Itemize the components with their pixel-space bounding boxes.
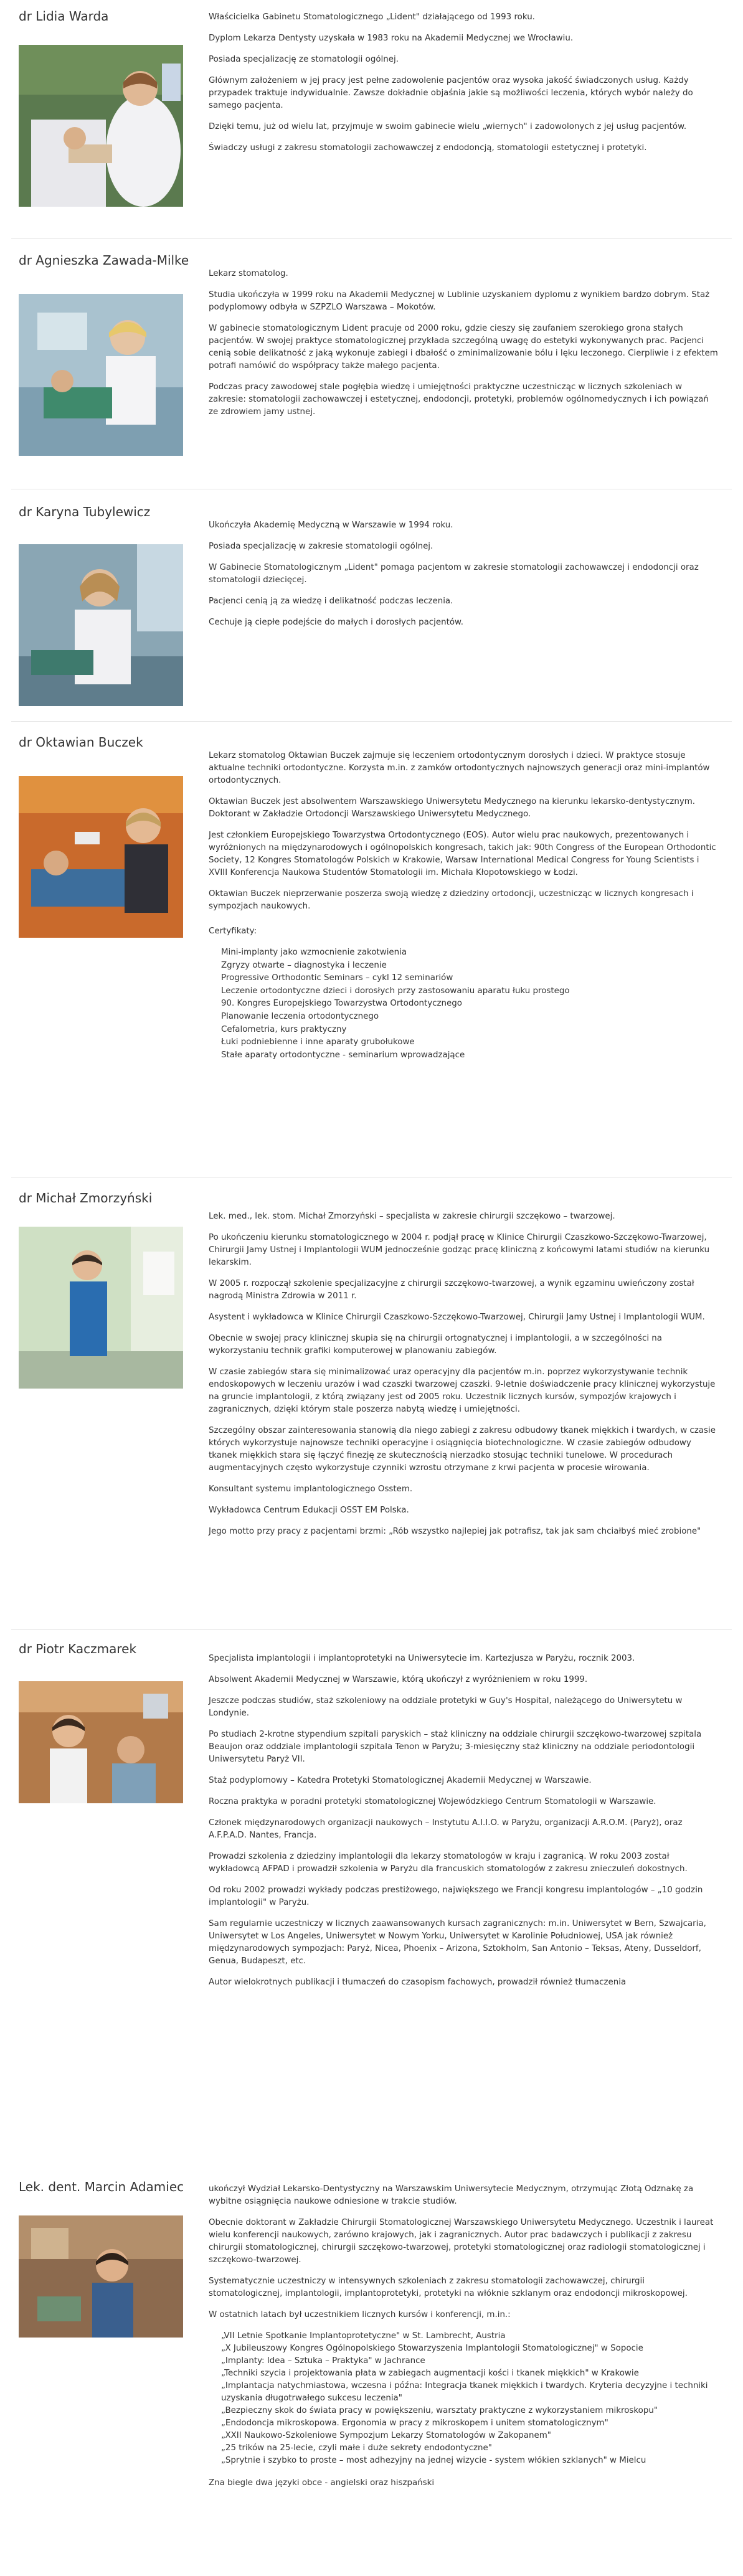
- photo-surgeon-in-clinic-icon: [19, 1227, 183, 1389]
- bio-paragraph: Członek międzynarodowych organizacji naukowych – Instytutu A.I.I.O. w Paryżu, organizacji A.R.O.M. (Paryż), oraz A.F.P.A.D. Nantes, Francja.: [209, 1818, 683, 1840]
- certificate-item: Planowanie leczenia ortodontycznego: [221, 1011, 379, 1021]
- bio-paragraph: W ostatnich latach był uczestnikiem licznych kursów i konferencji, m.in.:: [209, 2310, 511, 2319]
- doctor-bio: [209, 1210, 719, 1547]
- bio-paragraph: Systematycznie uczestniczy w intensywnych szkoleniach z zakresu stomatologii zachowawczej, chirurgii stomatologicznej, implantologii, implantoprotetyki, protetyki na włóknie szklanym oraz endodoncji mikroskopowej.: [209, 2276, 688, 2298]
- conference-item: „Implantacja natychmiastowa, wczesna i późna: Integracja tkanek miękkich i twardych. Kryteria decyzyjne i techniki uzyskania długotrwałego sukcesu leczenia": [221, 2381, 708, 2403]
- bio-paragraph: ukończył Wydział Lekarsko-Dentystyczny na Warszawskim Uniwersytecie Medycznym, otrzymując Złotą Odznakę za wybitne osiągnięcia naukowe odniesione w trakcie studiów.: [209, 2184, 694, 2206]
- doctor-name: dr Lidia Warda: [19, 9, 109, 24]
- certificates-title: Certyfikaty:: [209, 927, 257, 936]
- certificate-item: Łuki podniebienne i inne aparaty grubołukowe: [221, 1037, 415, 1047]
- bio-paragraph: Dyplom Lekarza Dentysty uzyskała w 1983 roku na Akademii Medycznej we Wrocławiu.: [209, 34, 574, 43]
- photo-dentist-treating-patient-icon: [19, 544, 183, 706]
- conference-item: „Sprytnie i szybko to proste – most adhezyjny na jednej wizycie - system włókien szklanych" w Mielcu: [221, 2456, 646, 2465]
- doctor-name: dr Agnieszka Zawada-Milke: [19, 253, 189, 268]
- certificate-item: Progressive Orthodontic Seminars – cykl 12 seminariów: [221, 973, 453, 983]
- bio-paragraph: Jego motto przy pracy z pacjentami brzmi: „Rób wszystko najlepiej jak potrafisz, tak jak sam chciałbyś mieć zrobione": [209, 1527, 701, 1536]
- certificates-list: [209, 946, 719, 1062]
- doctor-name: dr Oktawian Buczek: [19, 735, 143, 750]
- photo-dentist-treating-patient-image: [19, 544, 183, 706]
- bio-paragraph: Absolwent Akademii Medycznej w Warszawie, którą ukończył z wyróżnieniem w roku 1999.: [209, 1675, 588, 1684]
- bio-paragraph: Świadczy usługi z zakresu stomatologii zachowawczej z endodoncją, stomatologii estetycznej i protetyki.: [209, 143, 647, 153]
- photo-surgeon-in-clinic-image: [19, 1227, 183, 1389]
- photo-dentist-with-patient-image: [19, 294, 183, 456]
- conference-item: „Implanty: Idea – Sztuka – Praktyka" w Jachrance: [221, 2356, 425, 2366]
- doctor-bio: [209, 519, 719, 638]
- section-divider: [11, 238, 732, 239]
- conference-item: „Techniki szycia i projektowania płata w zabiegach augmentacji kości i tkanek miękkich" w Krakowie: [221, 2369, 639, 2378]
- bio-paragraph: Wykładowca Centrum Edukacji OSST EM Polska.: [209, 1506, 409, 1515]
- bio-paragraph: Właścicielka Gabinetu Stomatologicznego „Lident" działającego od 1993 roku.: [209, 12, 535, 22]
- bio-paragraph: Lekarz stomatolog Oktawian Buczek zajmuje się leczeniem ortodontycznym dorosłych i dzieci. W praktyce stosuje aktualne techniki ortodontyczne. Korzysta m.in. z zamków ortodontycznych najnowszych generacji oraz mini-implantów ortodontycznych.: [209, 751, 710, 785]
- bio-paragraph: Oktawian Buczek jest absolwentem Warszawskiego Uniwersytetu Medycznego na kierunku lekarsko-dentystycznym. Doktorant w Zakładzie Ortodoncji Warszawskiego Uniwersytetu Medycznego.: [209, 797, 696, 819]
- bio-paragraph: Od roku 2002 prowadzi wykłady podczas prestiżowego, największego we Francji kongresu implantologów – „10 godzin implantologii" w Paryżu.: [209, 1885, 703, 1907]
- conferences-list: [209, 2330, 719, 2467]
- doctor-bio: [209, 750, 719, 1062]
- bio-paragraph: Podczas pracy zawodowej stale pogłębia wiedzę i umiejętności praktyczne uczestnicząc w licznych szkoleniach w zakresie: stomatologii zachowawczej i estetycznej, endodoncji, protetyki, problemów ogólnomedycznych i ich powiązań ze zdrowiem jamy ustnej.: [209, 382, 709, 417]
- bio-paragraph: Jest członkiem Europejskiego Towarzystwa Ortodontycznego (EOS). Autor wielu prac naukowych, prezentowanych i wyróżnionych na międzynarodowych i ogólnopolskich kongresach, takich jak: 90th Congress of the European Orthodontic Society, 12 Kongres Stomatologów Polskich w Krakowie, Warsaw International Medical Congress for Young Scientists i XVIII Konferencja Naukowa Studentów Stomatologii im. Michała Kłopotowskiego w Łodzi.: [209, 831, 716, 877]
- bio-paragraph: Autor wielokrotnych publikacji i tłumaczeń do czasopism fachowych, prowadził również tłumaczenia: [209, 1978, 627, 1987]
- photo-dentist-at-chair-icon: [19, 45, 183, 207]
- bio-paragraph: Lekarz stomatolog.: [209, 269, 288, 278]
- bio-paragraph: Głównym założeniem w jej pracy jest pełne zadowolenie pacjentów oraz wysoka jakość świadczonych usług. Każdy przypadek traktuje indywidualnie. Zawsze dokładnie objaśnia jakie są możliwości leczenia, których wybór należy do samego pacjenta.: [209, 76, 693, 110]
- certificate-item: Cefalometria, kurs praktyczny: [221, 1024, 347, 1034]
- doctor-name: dr Michał Zmorzyński: [19, 1191, 153, 1205]
- photo-dentist-posing-with-patient-icon: [19, 1681, 183, 1803]
- conference-item: „VII Letnie Spotkanie Implantoprotetyczne" w St. Lambrecht, Austria: [221, 2331, 506, 2341]
- photo-orthodontist-treating-patient-image: [19, 776, 183, 938]
- bio-paragraph: Obecnie w swojej pracy klinicznej skupia się na chirurgii ortognatycznej i implantologii, a w szczególności na wykorzystaniu technik grafiki komputerowej w planowaniu zabiegów.: [209, 1334, 662, 1356]
- doctor-name: dr Piotr Kaczmarek: [19, 1641, 137, 1656]
- photo-dentist-portrait-image: [19, 2215, 183, 2338]
- bio-paragraph: Dzięki temu, już od wielu lat, przyjmuje w swoim gabinecie wielu „wiernych" i zadowolonych z jej usług pacjentów.: [209, 122, 687, 131]
- bio-paragraph: Po ukończeniu kierunku stomatologicznego w 2004 r. podjął pracę w Klinice Chirurgii Czaszkowo-Szczękowo-Twarzowej, Chirurgii Jamy Ustnej i Implantologii WUM jednocześnie godząc pracę kliniczną z końcowymi latami studiów na kierunku lekarskim.: [209, 1233, 710, 1267]
- bio-paragraph: Po studiach 2-krotne stypendium szpitali paryskich – staż kliniczny na oddziale chirurgii szczękowo-twarzowej szpitala Beaujon oraz oddziale implantologii szpitala Tenon w Paryżu; 3-miesięczny staż kliniczny na oddziale periodontologii Uniwersytetu Paryż VII.: [209, 1730, 702, 1764]
- certificate-item: 90. Kongres Europejskiego Towarzystwa Ortodontycznego: [221, 999, 462, 1009]
- bio-paragraph: Posiada specjalizację w zakresie stomatologii ogólnej.: [209, 542, 433, 551]
- conference-item: „Bezpieczny skok do świata pracy w powiększeniu, warsztaty praktyczne z wykorzystaniem mikroskopu": [221, 2406, 658, 2415]
- certificate-item: Zgryzy otwarte – diagnostyka i leczenie: [221, 960, 387, 970]
- bio-paragraph: Oktawian Buczek nieprzerwanie poszerza swoją wiedzę z dziedziny ortodoncji, uczestnicząc w licznych kongresach i sympozjach naukowych.: [209, 889, 694, 911]
- bio-paragraph: W Gabinecie Stomatologicznym „Lident" pomaga pacjentom w zakresie stomatologii zachowawczej i endodoncji oraz stomatologii dziecięcej.: [209, 563, 699, 585]
- bio-paragraph: Szczególny obszar zainteresowania stanowią dla niego zabiegi z zakresu odbudowy tkanek miękkich i twardych, w czasie których wykorzystuje najnowsze techniki operacyjne i osiągnięcia biotechnologiczne. W czasie zabiegów odbudowy tkanek miękkich stara się łączyć finezję ze skutecznością nierzadko stosując techniki tunelowe. W procedurach augmentacyjnych często wykorzystuje czynniki wzrostu otrzymane z krwi pacjenta w procesie wirowania.: [209, 1426, 716, 1473]
- doctor-bio: [209, 2183, 719, 2498]
- photo-dentist-with-patient-icon: [19, 294, 183, 456]
- bio-paragraph: Cechuje ją ciepłe podejście do małych i dorosłych pacjentów.: [209, 618, 464, 627]
- photo-dentist-portrait-icon: [19, 2215, 183, 2338]
- section-divider: [11, 721, 732, 722]
- bio-paragraph: Staż podyplomowy – Katedra Protetyki Stomatologicznej Akademii Medycznej w Warszawie.: [209, 1776, 592, 1785]
- photo-dentist-at-chair-image: [19, 45, 183, 207]
- bio-paragraph: Prowadzi szkolenia z dziedziny implantologii dla lekarzy stomatologów w kraju i zagranicą. W roku 2003 został wykładowcą AFPAD i prowadził szkolenia w Paryżu dla francuskich stomatologów z zakresu znieczuleń dokostnych.: [209, 1852, 688, 1874]
- bio-paragraph: Lek. med., lek. stom. Michał Zmorzyński – specjalista w zakresie chirurgii szczękowo – twarzowej.: [209, 1212, 615, 1221]
- bio-paragraph: W 2005 r. rozpoczął szkolenie specjalizacyjne z chirurgii szczękowo-twarzowej, a wynik egzaminu uwieńczony został nagrodą Ministra Zdrowia w 2011 r.: [209, 1279, 694, 1301]
- bio-paragraph: Ukończyła Akademię Medyczną w Warszawie w 1994 roku.: [209, 521, 453, 530]
- photo-dentist-posing-with-patient-image: [19, 1681, 183, 1803]
- conference-item: „X Jubileuszowy Kongres Ogólnopolskiego Stowarzyszenia Implantologii Stomatologicznej" w Sopocie: [221, 2344, 643, 2353]
- bio-paragraph: Konsultant systemu implantologicznego Osstem.: [209, 1484, 413, 1494]
- certificate-item: Leczenie ortodontyczne dzieci i dorosłych przy zastosowaniu aparatu łuku prostego: [221, 986, 570, 996]
- conference-item: „25 trików na 25-lecie, czyli małe i duże sekrety endodontyczne": [221, 2443, 492, 2453]
- bio-paragraph: Studia ukończyła w 1999 roku na Akademii Medycznej w Lublinie uzyskaniem dyplomu z wynikiem bardzo dobrym. Staż podyplomowy odbyła w SZPZLO Warszawa – Mokotów.: [209, 290, 710, 312]
- photo-orthodontist-treating-patient-icon: [19, 776, 183, 938]
- section-divider: [11, 1629, 732, 1630]
- bio-paragraph: Specjalista implantologii i implantoprotetyki na Uniwersytecie im. Kartezjusza w Paryżu, rocznik 2003.: [209, 1654, 635, 1663]
- doctor-name: Lek. dent. Marcin Adamiec: [19, 2179, 184, 2194]
- doctor-bio: [209, 268, 719, 427]
- doctor-name: dr Karyna Tubylewicz: [19, 504, 151, 519]
- certificate-item: Stałe aparaty ortodontyczne - seminarium wprowadzające: [221, 1050, 465, 1060]
- bio-paragraph: W czasie zabiegów stara się minimalizować uraz operacyjny dla pacjentów m.in. poprzez wykorzystywanie technik endoskopowych w leczeniu urazów i wad czaszki twarzowej czaszki. 9-letnie doświadczenie pracy klinicznej wykorzystuje na gruncie implantologii, z którą związany jest od 2005 roku. Uczestnik licznych kursów, sympozjów krajowych i zagranicznych, dzięki którym stale poszerza nabytą wiedzę i umiejętności.: [209, 1367, 716, 1414]
- bio-paragraph: Pacjenci cenią ją za wiedzę i delikatność podczas leczenia.: [209, 597, 453, 606]
- bio-paragraph: Obecnie doktorant w Zakładzie Chirurgii Stomatologicznej Warszawskiego Uniwersytetu Medycznego. Uczestnik i laureat wielu konferencji naukowych, zarówno krajowych, jak i zagranicznych. Autor prac badawczych i publikacji z zakresu chirurgii stomatologicznej, chirurgii szczękowo-twarzowej, protetyki stomatologicznej oraz radiologii stomatologicznej i szczękowo-twarzowej.: [209, 2218, 714, 2265]
- doctor-bio: [209, 11, 719, 163]
- bio-paragraph: W gabinecie stomatologicznym Lident pracuje od 2000 roku, gdzie cieszy się zaufaniem szerokiego grona stałych pacjentów. W swojej praktyce stomatologicznej przykłada szczególną uwagę do estetyki wykonywanych prac. Pacjenci cenią sobie delikatność z jaką wykonuje zabiegi i dbałość o zminimalizowanie bólu i lęku leczonego. Cierpliwie i z efektem potrafi namówić do współpracy także małego pacjenta.: [209, 324, 718, 370]
- languages-note: Zna biegle dwa języki obce - angielski oraz hiszpański: [209, 2478, 435, 2488]
- doctor-bio: [209, 1653, 719, 1998]
- bio-paragraph: Roczna praktyka w poradni protetyki stomatologicznej Wojewódzkiego Centrum Stomatologii w Warszawie.: [209, 1797, 656, 1806]
- certificate-item: Mini-implanty jako wzmocnienie zakotwienia: [221, 948, 407, 957]
- bio-paragraph: Posiada specjalizację ze stomatologii ogólnej.: [209, 55, 399, 64]
- conference-item: „Endodoncja mikroskopowa. Ergonomia w pracy z mikroskopem i unitem stomatologicznym": [221, 2418, 608, 2428]
- conference-item: „XXII Naukowo-Szkoleniowe Sympozjum Lekarzy Stomatologów w Zakopanem": [221, 2431, 551, 2440]
- bio-paragraph: Sam regularnie uczestniczy w licznych zaawansowanych kursach zagranicznych: m.in. Uniwersytet w Bern, Szwajcaria, Uniwersytet w Los Angeles, Uniwersytet w Nowym Yorku, Uniwersytet w Karolinie Południowej, USA jak również międzynarodowych sympozjach: Paryż, Nicea, Phoenix – Arizona, Sztokholm, San Antonio – Teksas, Ateny, Dusseldorf, Genua, Budapeszt, etc.: [209, 1919, 706, 1966]
- bio-paragraph: Jeszcze podczas studiów, staż szkoleniowy na oddziale protetyki w Guy's Hospital, należącego do Uniwersytetu w Londynie.: [209, 1696, 683, 1718]
- bio-paragraph: Asystent i wykładowca w Klinice Chirurgii Czaszkowo-Szczękowo-Twarzowej, Chirurgii Jamy Ustnej i Implantologii WUM.: [209, 1313, 705, 1322]
